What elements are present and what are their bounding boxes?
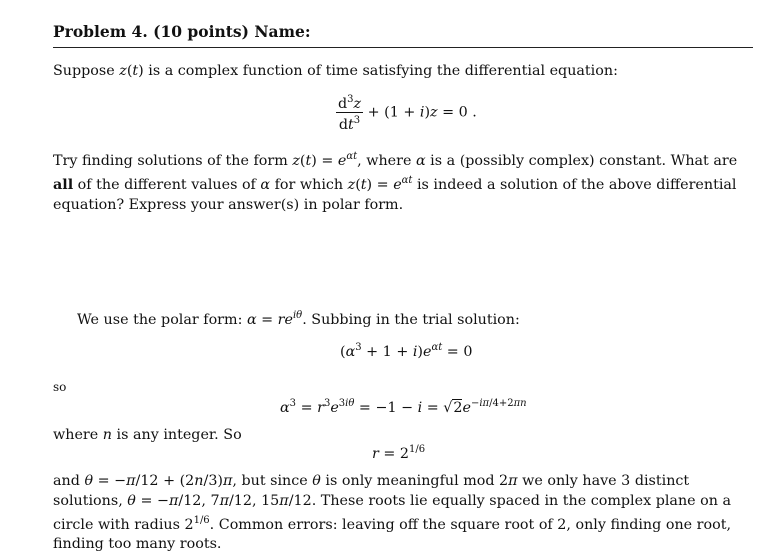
derivative-numerator: $d^3z$: [338, 94, 362, 112]
text-so: so: [53, 380, 67, 394]
solution-line-1: We use the polar form: $\alpha = re^{i\theta}$. Subbing in the trial solution:: [77, 310, 520, 328]
equation-alpha-cubed: $\alpha^3 = r^3e^{3i\theta} = -1 - i = √2e^{-i\pi/4+2\pi n}$: [280, 398, 527, 416]
title-divider: [53, 47, 753, 48]
problem-question: Try finding solutions of the form $z(t) = e^{\alpha t}$, where α is a (possibly complex) constant. What are all of the different values of α for which $z(t) = e^{\alpha t}$ is indeed a solution of the above differential equation? Express your answer(s) in polar form.: [53, 151, 738, 213]
differential-equation: $\frac{d^3z}{dt^3}$ + (1 + i)z = 0 .: [338, 94, 477, 133]
solution-final: and θ = −π/12 + (2n/3)π, but since θ is only meaningful mod 2π we only have 3 distinct solutions, θ = −π/12, 7π/12, 15π/12. These roots lie equally spaced in the complex plane on a circle with radius $2^{1/6}$. Common errors: leaving off the square root of 2, only finding one root, finding too many roots.: [53, 473, 732, 553]
emphasis-all: all: [53, 177, 74, 194]
equation-trial: $(\alpha^3 + 1 + i)e^{\alpha t} = 0$: [340, 342, 473, 360]
problem-intro: Suppose z(t) is a complex function of time satisfying the differential equation:: [53, 63, 618, 79]
derivative-denominator: $dt^3$: [338, 114, 361, 133]
problem-title: Problem 4. (10 points) Name:: [53, 22, 311, 41]
equation-r: $r = 2^{1/6}$: [372, 444, 426, 462]
text-where: where n is any integer. So: [53, 427, 242, 443]
